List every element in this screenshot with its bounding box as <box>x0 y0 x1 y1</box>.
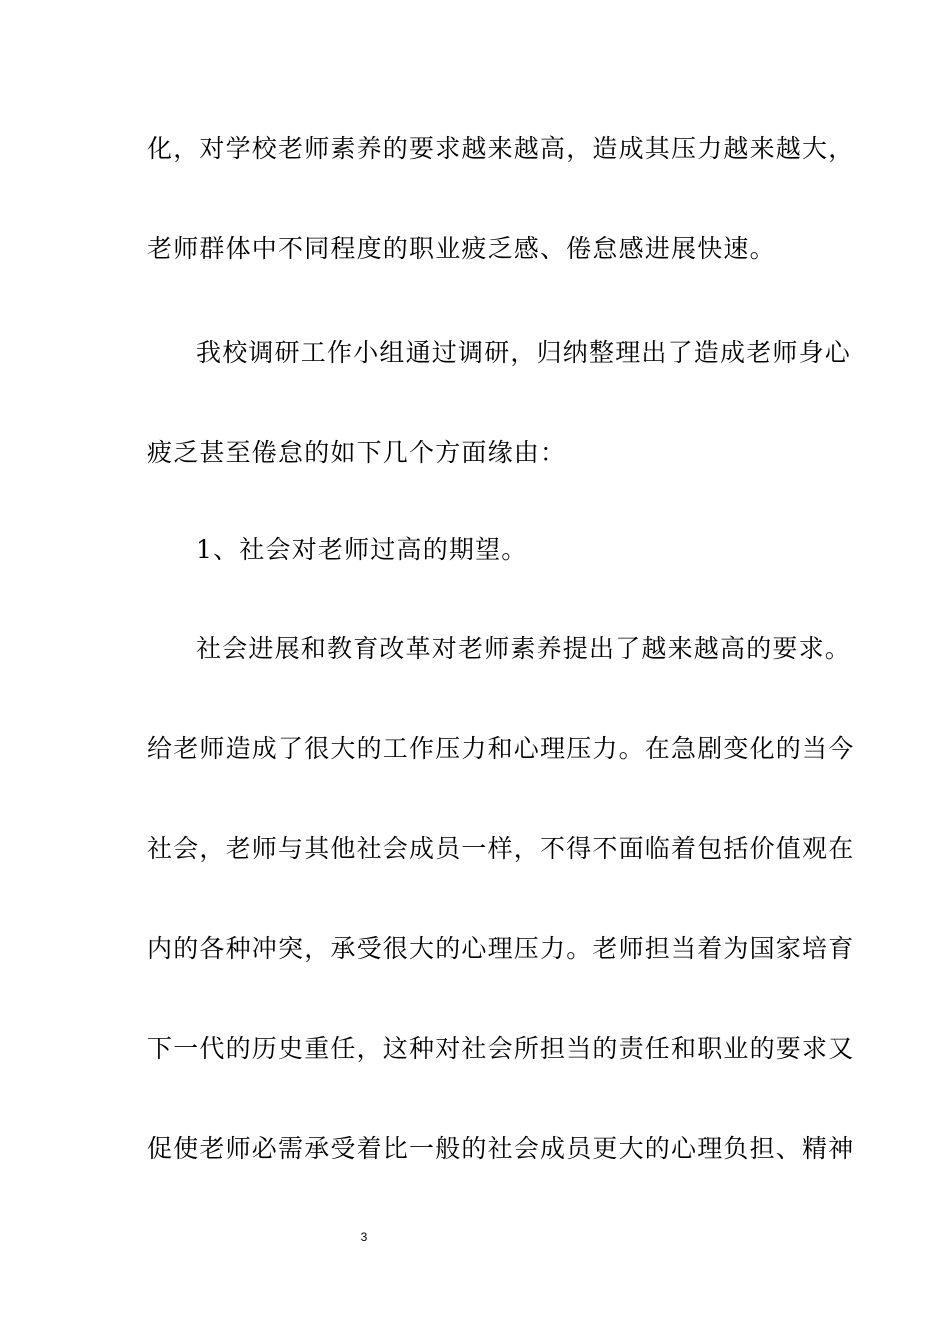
page-number: 3 <box>360 1230 368 1244</box>
text-line: 社会进展和教育改革对老师素养提出了越来越高的要求。 <box>196 634 852 663</box>
text-line: 内的各种冲突，承受很大的心理压力。老师担当着为国家培育 <box>147 934 855 963</box>
text-line: 老师群体中不同程度的职业疲乏感、倦怠感进展快速。 <box>147 234 776 263</box>
text-line: 社会，老师与其他社会成员一样，不得不面临着包括价值观在 <box>147 834 855 863</box>
text-line: 我校调研工作小组通过调研，归纳整理出了造成老师身心 <box>196 338 852 367</box>
text-line: 化，对学校老师素养的要求越来越高，造成其压力越来越大， <box>147 134 855 163</box>
text-line: 下一代的历史重任，这种对社会所担当的责任和职业的要求又 <box>147 1034 855 1063</box>
list-item-heading: 1、社会对老师过高的期望。 <box>196 535 528 564</box>
text-line: 疲乏甚至倦怠的如下几个方面缘由： <box>147 438 567 467</box>
text-line: 给老师造成了很大的工作压力和心理压力。在急剧变化的当今 <box>147 734 855 763</box>
text-line: 促使老师必需承受着比一般的社会成员更大的心理负担、精神 <box>147 1134 855 1163</box>
